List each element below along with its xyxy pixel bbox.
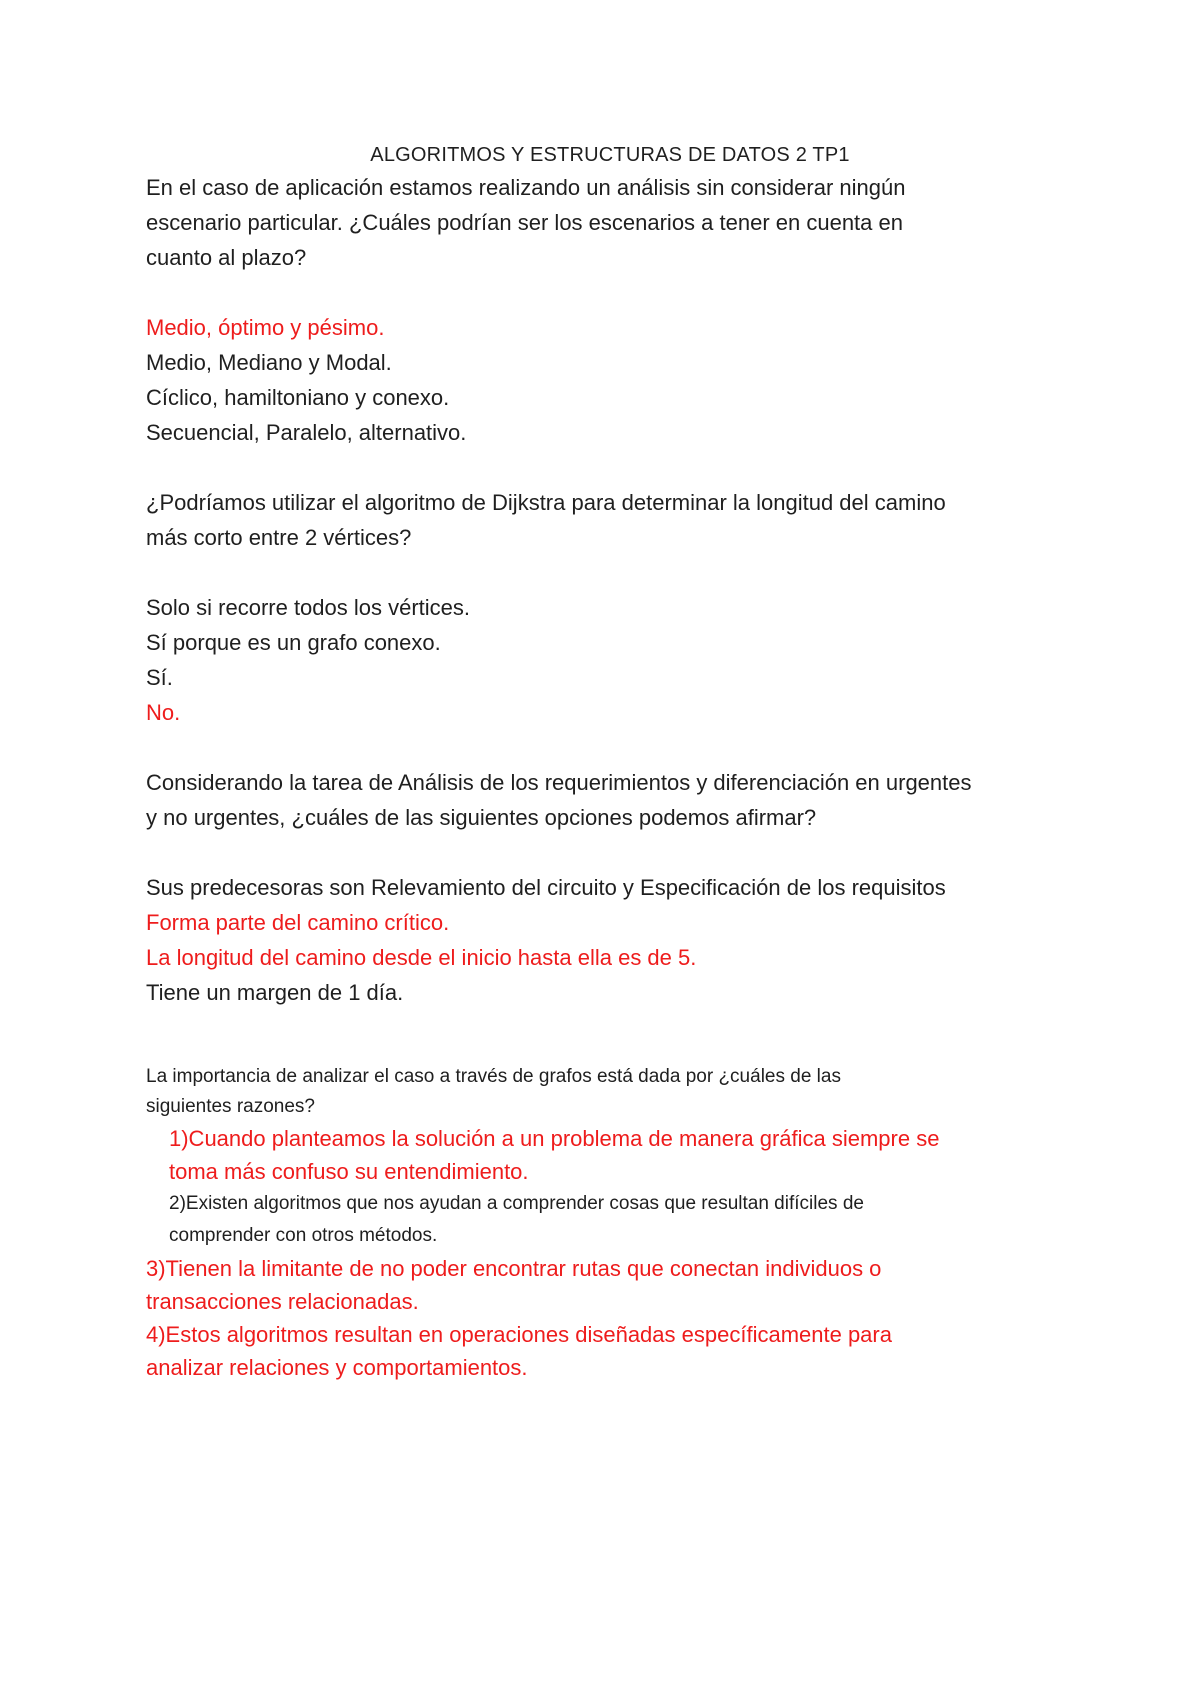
question-1-line-3: cuanto al plazo? (146, 245, 307, 270)
q3-option-2-answer: Forma parte del camino crítico. (146, 910, 450, 935)
q4-option-4-answer-line-1: 4)Estos algoritmos resultan en operaciones diseñadas específicamente para (146, 1322, 892, 1347)
document-content (146, 140, 1076, 1384)
q1-option-3: Cíclico, hamiltoniano y conexo. (146, 385, 450, 410)
q3-option-4: Tiene un margen de 1 día. (146, 980, 404, 1005)
question-4-line-1: La importancia de analizar el caso a través de grafos está dada por ¿cuáles de las (146, 1066, 841, 1087)
q3-option-3-answer: La longitud del camino desde el inicio hasta ella es de 5. (146, 945, 697, 970)
question-1-line-1: En el caso de aplicación estamos realizando un análisis sin considerar ningún (146, 175, 906, 200)
q4-option-1-answer-line-2: toma más confuso su entendimiento. (169, 1159, 529, 1184)
question-2-line-1: ¿Podríamos utilizar el algoritmo de Dijkstra para determinar la longitud del camino (146, 490, 946, 515)
q2-option-4-answer: No. (146, 700, 181, 725)
document-title: ALGORITMOS Y ESTRUCTURAS DE DATOS 2 TP1 (370, 144, 850, 166)
q4-option-3-answer-line-2: transacciones relacionadas. (146, 1289, 419, 1314)
q4-option-4-answer-line-2: analizar relaciones y comportamientos. (146, 1355, 528, 1380)
question-2-line-2: más corto entre 2 vértices? (146, 525, 412, 550)
q4-option-3-answer-line-1: 3)Tienen la limitante de no poder encontrar rutas que conectan individuos o (146, 1256, 882, 1281)
q2-option-2: Sí porque es un grafo conexo. (146, 630, 441, 655)
q4-option-2-line-1: 2)Existen algoritmos que nos ayudan a comprender cosas que resultan difíciles de (169, 1193, 864, 1214)
question-4 (146, 1062, 1076, 1384)
q2-option-1: Solo si recorre todos los vértices. (146, 595, 471, 620)
question-1 (146, 170, 1076, 450)
q1-option-1-answer: Medio, óptimo y pésimo. (146, 315, 385, 340)
question-3 (146, 765, 1076, 1010)
question-4-line-2: siguientes razones? (146, 1096, 315, 1117)
q1-option-4: Secuencial, Paralelo, alternativo. (146, 420, 467, 445)
q4-option-2-line-2: comprender con otros métodos. (169, 1225, 438, 1246)
question-3-line-1: Considerando la tarea de Análisis de los requerimientos y diferenciación en urgentes (146, 770, 972, 795)
q3-option-1: Sus predecesoras son Relevamiento del circuito y Especificación de los requisitos (146, 875, 946, 900)
q4-option-1-answer-line-1: 1)Cuando planteamos la solución a un problema de manera gráfica siempre se (169, 1126, 940, 1151)
question-3-line-2: y no urgentes, ¿cuáles de las siguientes opciones podemos afirmar? (146, 805, 817, 830)
q2-option-3: Sí. (146, 665, 173, 690)
question-2 (146, 485, 1076, 730)
q1-option-2: Medio, Mediano y Modal. (146, 350, 392, 375)
question-1-line-2: escenario particular. ¿Cuáles podrían ser los escenarios a tener en cuenta en (146, 210, 903, 235)
